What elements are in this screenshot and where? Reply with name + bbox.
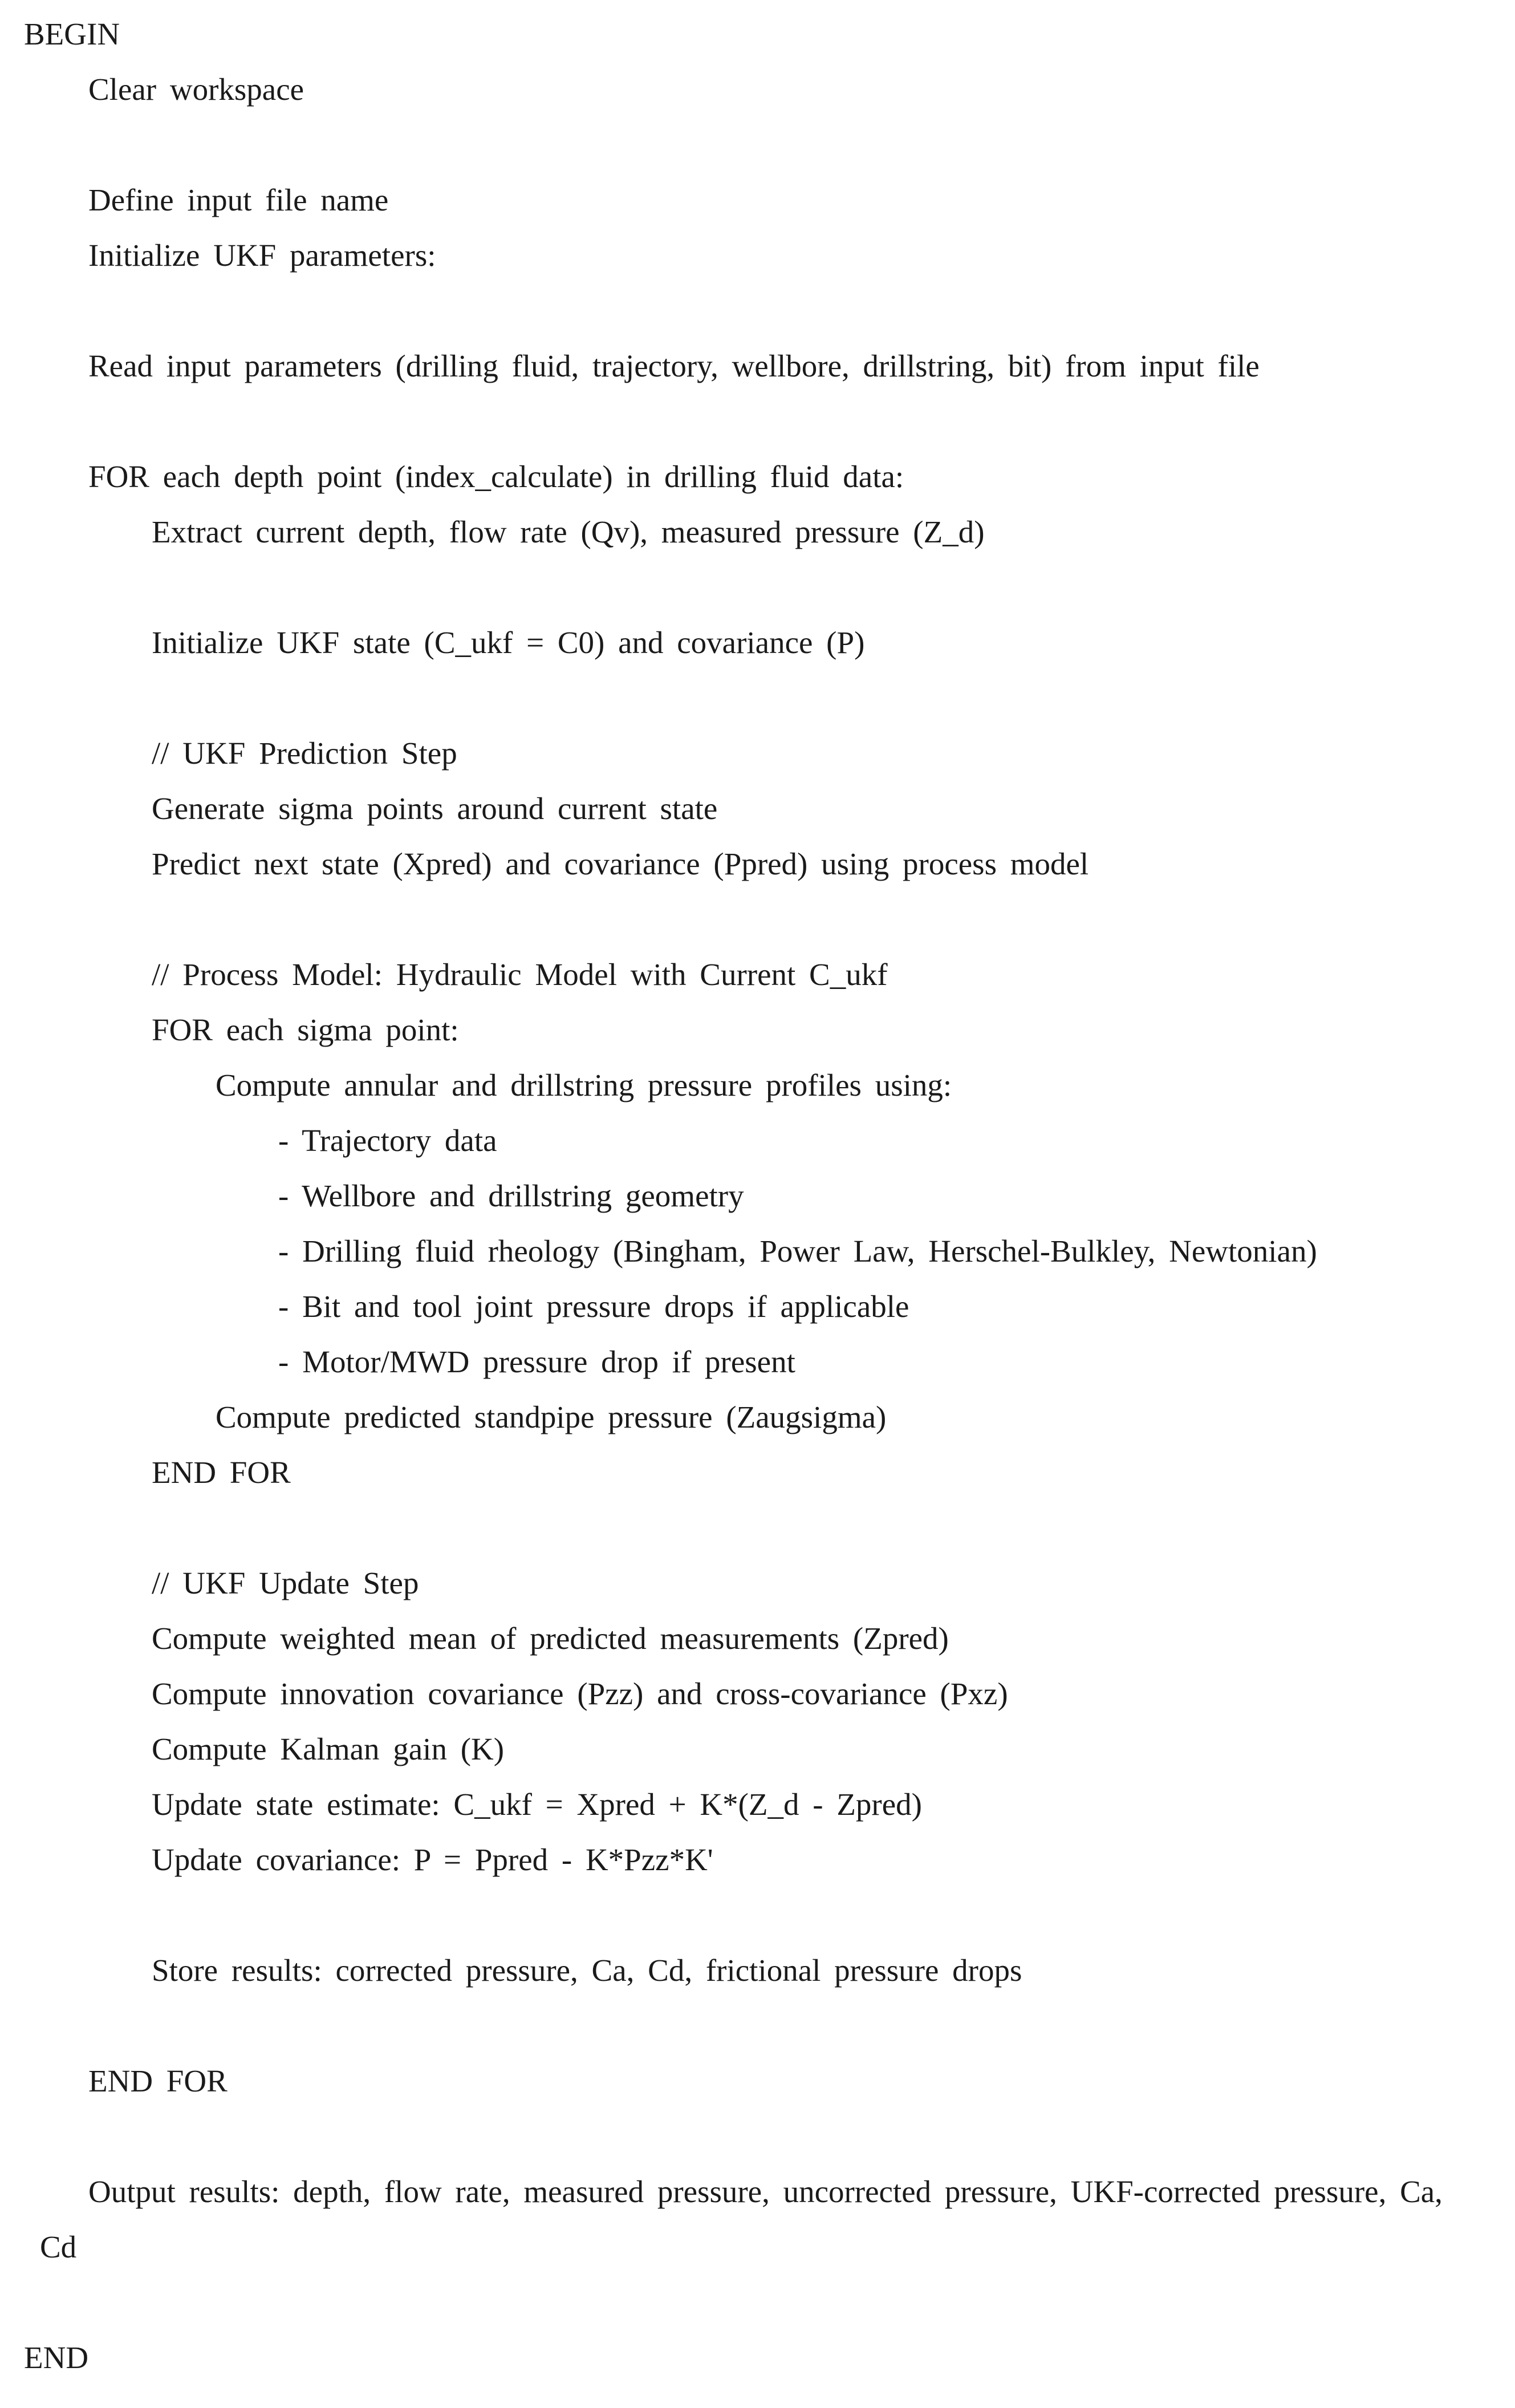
code-line-init-ukf-params: Initialize UKF parameters: — [88, 238, 436, 273]
end-keyword: END — [24, 2340, 89, 2375]
comment-update-step: // UKF Update Step — [152, 1566, 419, 1600]
code-line-compute-standpipe: Compute predicted standpipe pressure (Zaugsigma) — [216, 1400, 887, 1434]
code-line-compute-mean: Compute weighted mean of predicted measurements (Zpred) — [152, 1621, 949, 1656]
code-line-compute-profiles: Compute annular and drillstring pressure profiles using: — [216, 1068, 952, 1102]
code-line-output-results-continued: Cd — [40, 2229, 77, 2264]
bullet-motor: - Motor/MWD pressure drop if present — [278, 1344, 795, 1379]
code-line-read-input: Read input parameters (drilling fluid, trajectory, wellbore, drillstring, bit) from input file — [88, 348, 1260, 383]
code-line-compute-gain: Compute Kalman gain (K) — [152, 1732, 505, 1766]
code-line-update-covariance: Update covariance: P = Ppred - K*Pzz*K' — [152, 1842, 713, 1877]
code-line-init-ukf-state: Initialize UKF state (C_ukf = C0) and covariance (P) — [152, 625, 865, 660]
code-line-update-state: Update state estimate: C_ukf = Xpred + K*(Z_d - Zpred) — [152, 1787, 922, 1822]
code-line-predict-next: Predict next state (Xpred) and covariance (Ppred) using process model — [152, 846, 1089, 881]
code-line-define-input-file: Define input file name — [88, 183, 389, 217]
bullet-geometry: - Wellbore and drillstring geometry — [278, 1178, 744, 1213]
end-for-inner: END FOR — [152, 1455, 291, 1490]
bullet-trajectory: - Trajectory data — [278, 1123, 497, 1158]
comment-prediction-step: // UKF Prediction Step — [152, 736, 457, 771]
code-line-output-results: Output results: depth, flow rate, measured pressure, uncorrected pressure, UKF-corrected pressure, Ca, — [88, 2174, 1443, 2209]
for-depth-loop: FOR each depth point (index_calculate) in drilling fluid data: — [88, 459, 904, 494]
begin-keyword: BEGIN — [24, 17, 120, 51]
code-line-generate-sigma: Generate sigma points around current state — [152, 791, 718, 826]
code-line-store-results: Store results: corrected pressure, Ca, Cd, frictional pressure drops — [152, 1953, 1022, 1988]
end-for-outer: END FOR — [88, 2064, 228, 2098]
code-line-compute-innovation: Compute innovation covariance (Pzz) and cross-covariance (Pxz) — [152, 1676, 1008, 1711]
comment-process-model: // Process Model: Hydraulic Model with Current C_ukf — [152, 957, 888, 992]
for-sigma-loop: FOR each sigma point: — [152, 1012, 459, 1047]
code-line-extract-current: Extract current depth, flow rate (Qv), measured pressure (Z_d) — [152, 514, 985, 549]
bullet-bit: - Bit and tool joint pressure drops if applicable — [278, 1289, 909, 1324]
bullet-rheology: - Drilling fluid rheology (Bingham, Power Law, Herschel-Bulkley, Newtonian) — [278, 1234, 1317, 1268]
code-line-clear-workspace: Clear workspace — [88, 72, 304, 107]
